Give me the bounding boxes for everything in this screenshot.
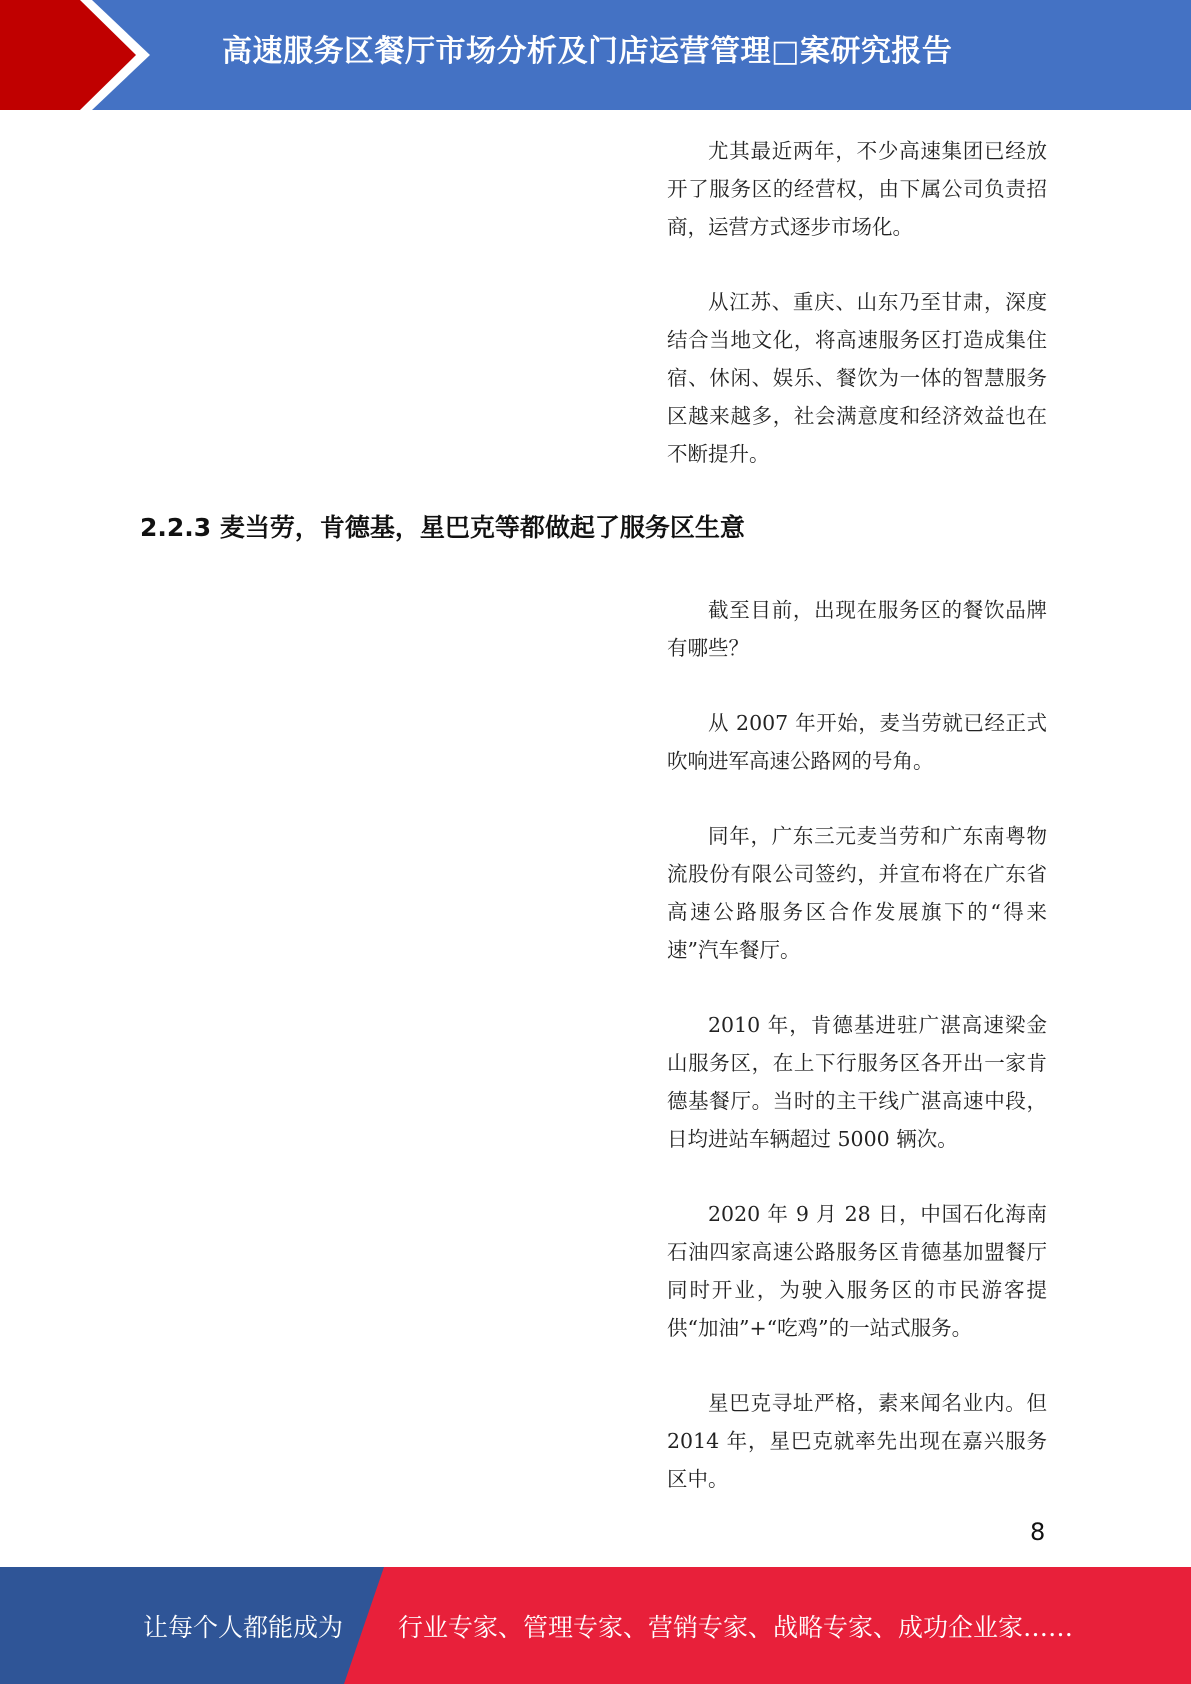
footer-slogan-right: 行业专家、管理专家、营销专家、战略专家、成功企业家……	[398, 1613, 1074, 1642]
header-red-arrow-decoration	[0, 0, 150, 110]
page-header	[0, 0, 1191, 110]
paragraph: 从 2007 年开始，麦当劳就已经正式吹响进军高速公路网的号角。	[667, 711, 1047, 773]
paragraph: 从江苏、重庆、山东乃至甘肃，深度结合当地文化，将高速服务区打造成集住宿、休闲、娱乐、餐饮为一体的智慧服务区越来越多，社会满意度和经济效益也在不断提升。	[667, 290, 1047, 466]
document-title: 高速服务区餐厅市场分析及门店运营管理□案研究报告	[222, 34, 953, 69]
section-text-column	[667, 591, 1047, 1535]
paragraph: 同年，广东三元麦当劳和广东南粤物流股份有限公司签约，并宣布将在广东省高速公路服务区合作发展旗下的“得来速”汽车餐厅。	[667, 824, 1047, 962]
paragraph: 2010 年，肯德基进驻广湛高速梁金山服务区，在上下行服务区各开出一家肯德基餐厅。当时的主干线广湛高速中段，日均进站车辆超过 5000 辆次。	[667, 1013, 1047, 1151]
paragraph: 尤其最近两年，不少高速集团已经放开了服务区的经营权，由下属公司负责招商，运营方式逐步市场化。	[667, 139, 1047, 239]
footer-slogan-left: 让每个人都能成为	[143, 1613, 344, 1642]
paragraph: 2020 年 9 月 28 日，中国石化海南石油四家高速公路服务区肯德基加盟餐厅同时开业，为驶入服务区的市民游客提供“加油”+“吃鸡”的一站式服务。	[667, 1202, 1047, 1340]
page-footer	[0, 1567, 1191, 1684]
paragraph: 星巴克寻址严格，素来闻名业内。但 2014 年，星巴克就率先出现在嘉兴服务区中。	[667, 1391, 1047, 1491]
page-number: 8	[1030, 1518, 1046, 1546]
paragraph: 截至目前，出现在服务区的餐饮品牌有哪些？	[667, 598, 1047, 660]
section-heading: 2.2.3 麦当劳，肯德基，星巴克等都做起了服务区生意	[140, 513, 745, 542]
intro-text-column	[667, 132, 1047, 510]
